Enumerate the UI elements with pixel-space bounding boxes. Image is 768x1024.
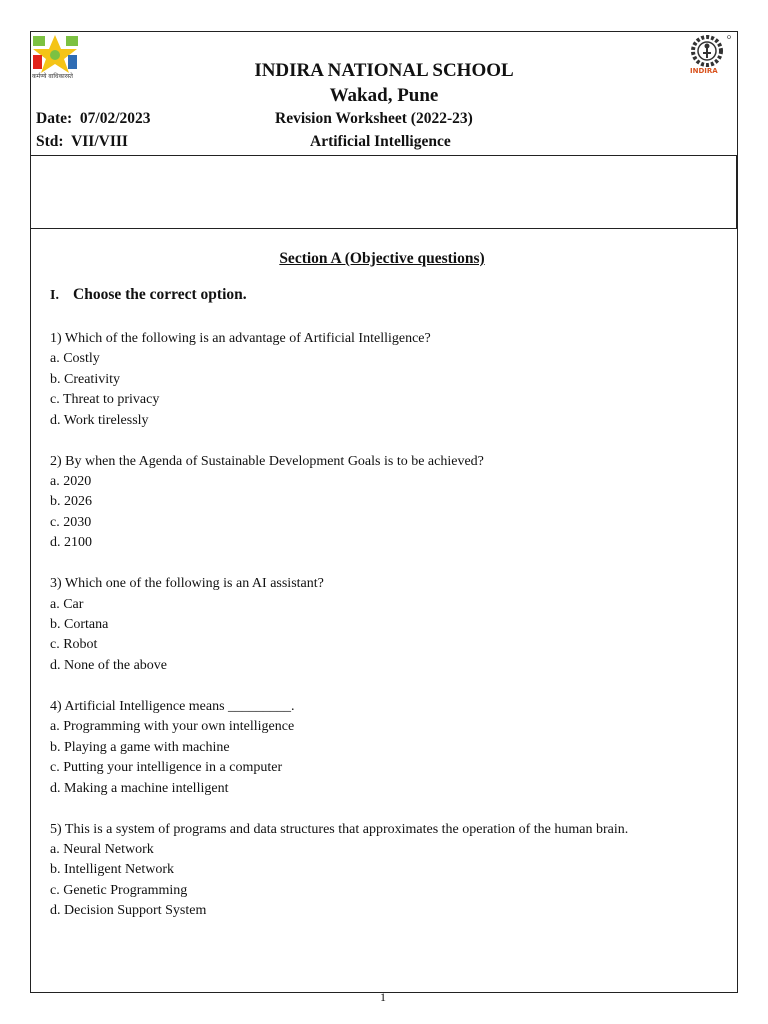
question-text: 1) Which of the following is an advantage of Artificial Intelligence?	[50, 331, 431, 346]
option-a: a. 2020	[50, 474, 92, 490]
date-line	[36, 110, 151, 128]
question-list	[50, 329, 730, 942]
option-c: c. Genetic Programming	[50, 882, 188, 898]
option-c: c. 2030	[50, 514, 92, 530]
worksheet-title: Revision Worksheet (2022-23)	[275, 110, 473, 127]
option-a: a. Car	[50, 596, 84, 612]
instruction	[50, 286, 247, 304]
question-text: 2) By when the Agenda of Sustainable Development Goals is to be achieved?	[50, 453, 484, 469]
subject-title: Artificial Intelligence	[310, 133, 451, 150]
instruction-number: I.	[50, 288, 59, 303]
option-d: d. Work tirelessly	[50, 412, 149, 428]
option-b: b. 2026	[50, 494, 92, 510]
option-b: b. Creativity	[50, 371, 120, 387]
question-item	[50, 697, 730, 799]
school-name: INDIRA NATIONAL SCHOOL	[254, 60, 514, 81]
option-d: d. Decision Support System	[50, 903, 207, 919]
std-label: Std:	[36, 133, 64, 150]
logo-motto: कर्मण्ये वाधिकारस्ते	[32, 73, 73, 80]
option-c: c. Robot	[50, 637, 98, 653]
option-d: d. 2100	[50, 535, 92, 551]
instruction-text: Choose the correct option.	[73, 286, 247, 303]
option-b: b. Cortana	[50, 617, 109, 633]
question-item	[50, 574, 730, 676]
indira-brand-text: INDIRA	[690, 67, 718, 75]
question-text: 4) Artificial Intelligence means _________.	[50, 698, 295, 714]
school-location: Wakad, Pune	[329, 85, 439, 106]
option-d: d. Making a machine intelligent	[50, 780, 229, 796]
option-c: c. Putting your intelligence in a computer	[50, 760, 283, 776]
option-a: a. Costly	[50, 351, 100, 367]
std-line	[36, 133, 128, 151]
question-text: 3) Which one of the following is an AI assistant?	[50, 576, 324, 592]
question-item	[50, 452, 730, 554]
std-value: VII/VIII	[71, 133, 128, 150]
option-b: b. Intelligent Network	[50, 862, 175, 878]
option-d: d. None of the above	[50, 657, 168, 673]
section-title: Section A (Objective questions)	[279, 250, 485, 267]
option-b: b. Playing a game with machine	[50, 739, 230, 755]
page-number: 1	[380, 990, 386, 1004]
option-a: a. Programming with your own intelligence	[50, 719, 295, 735]
blank-response-box	[30, 155, 738, 229]
question-item	[50, 329, 730, 431]
question-item	[50, 820, 730, 922]
question-text: 5) This is a system of programs and data structures that approximates the operation of the human brain.	[50, 821, 629, 837]
option-a: a. Neural Network	[50, 841, 154, 857]
date-label: Date:	[36, 110, 73, 127]
date-value: 07/02/2023	[79, 110, 151, 127]
option-c: c. Threat to privacy	[50, 392, 160, 408]
